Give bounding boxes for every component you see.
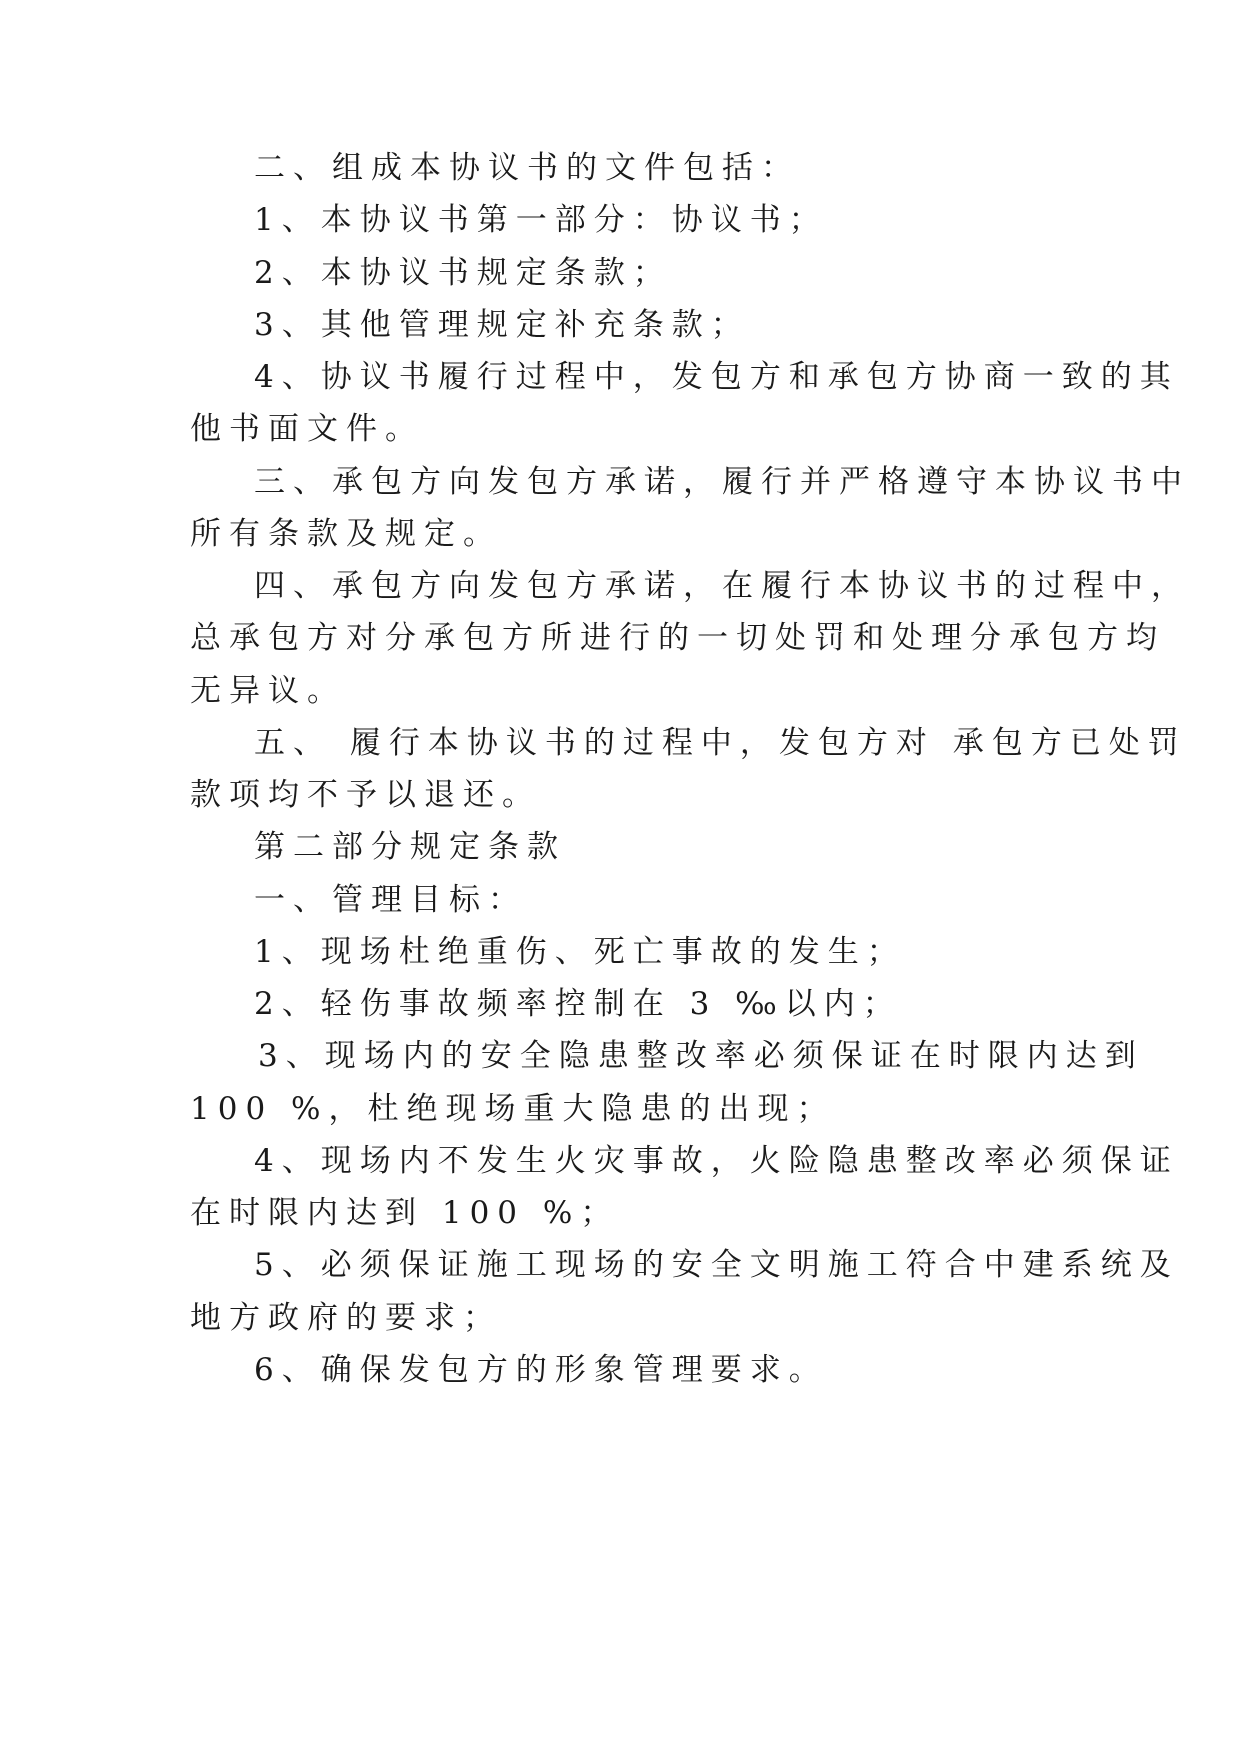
goal-item-5: 5、必须保证施工现场的安全文明施工符合中建系统及: [254, 1247, 1179, 1283]
list-item-2: 2、本协议书规定条款；: [254, 255, 672, 291]
section-4-continuation: 无异议。: [190, 673, 346, 709]
goal-item-5-continuation: 地方政府的要求；: [190, 1300, 502, 1336]
goal-item-2: 2、轻伤事故频率控制在 3 ‰以内；: [254, 986, 902, 1022]
section-3-paragraph: 三、承包方向发包方承诺，履行并严格遵守本协议书中: [254, 464, 1190, 500]
section-5-paragraph: 五、 履行本协议书的过程中，发包方对 承包方已处罚: [254, 725, 1187, 761]
management-goals-heading: 一、管理目标：: [254, 882, 527, 918]
section-5-continuation: 款项均不予以退还。: [190, 777, 541, 813]
goal-item-4-continuation: 在时限内达到 100 %；: [190, 1195, 620, 1231]
list-item-4-continuation: 他书面文件。: [190, 411, 424, 447]
section-2-heading: 二、组成本协议书的文件包括：: [254, 150, 800, 186]
list-item-3: 3、其他管理规定补充条款；: [254, 307, 750, 343]
list-item-1: 1、本协议书第一部分：协议书；: [254, 202, 828, 238]
goal-item-1: 1、现场杜绝重伤、死亡事故的发生；: [254, 934, 906, 970]
goal-item-3-continuation: 100 %，杜绝现场重大隐患的出现；: [190, 1091, 836, 1127]
goal-item-4: 4、现场内不发生火灾事故，火险隐患整改率必须保证: [254, 1143, 1179, 1179]
section-4-paragraph: 四、承包方向发包方承诺，在履行本协议书的过程中，: [254, 568, 1190, 604]
list-item-4: 4、协议书履行过程中，发包方和承包方协商一致的其: [254, 359, 1179, 395]
goal-item-6: 6、确保发包方的形象管理要求。: [254, 1352, 828, 1388]
part-2-title: 第二部分规定条款: [254, 829, 566, 865]
goal-item-3: 3、现场内的安全隐患整改率必须保证在时限内达到: [258, 1038, 1144, 1074]
section-3-continuation: 所有条款及规定。: [190, 516, 502, 552]
section-4-continuation: 总承包方对分承包方所进行的一切处罚和处理分承包方均: [190, 620, 1165, 656]
